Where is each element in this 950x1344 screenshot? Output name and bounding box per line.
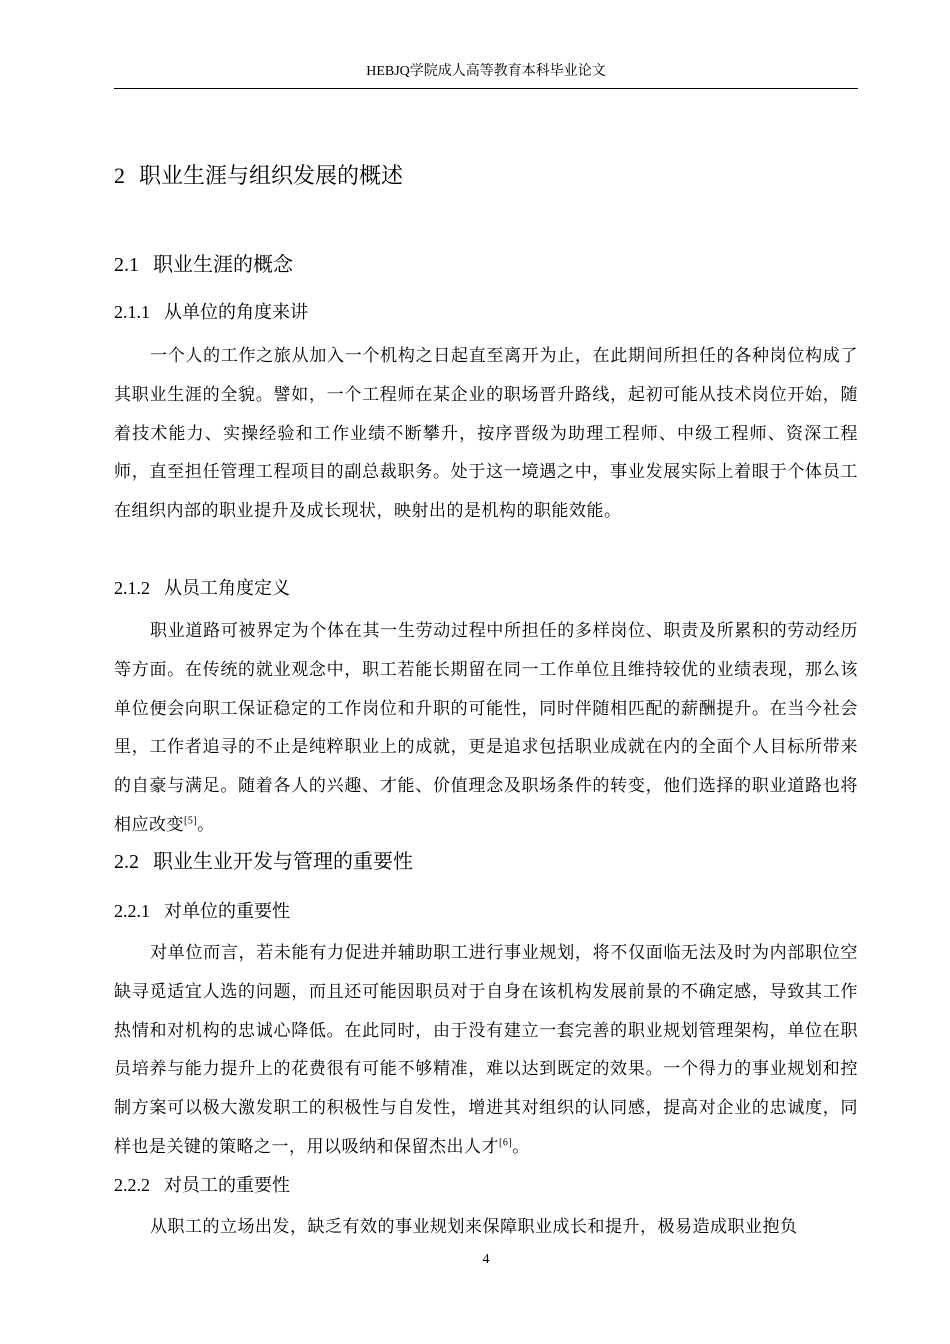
paragraph-2-1-1: 一个人的工作之旅从加入一个机构之日起直至离开为止，在此期间所担任的各种岗位构成了其职业生涯的全貌。譬如，一个工程师在某企业的职场晋升路线，起初可能从技术岗位开始，随着技术能力、实操经验和工作业绩不断攀升，按序晋级为助理工程师、中级工程师、资深工程师，直至担任管理工程项目的副总裁职务。处于这一境遇之中，事业发展实际上着眼于个体员工在组织内部的职业提升及成长现状，映射出的是机构的职能效能。 [114, 346, 858, 522]
header-rule [114, 88, 858, 89]
section-title: 职业生业开发与管理的重要性 [153, 849, 413, 873]
subsection-title: 从单位的角度来讲 [164, 302, 308, 323]
paragraph-2-2-1 [114, 934, 858, 1167]
subsection-2-2-1-heading [114, 897, 290, 926]
subsection-number: 2.1.1 [114, 302, 150, 322]
section-title: 职业生涯的概念 [153, 252, 293, 276]
subsection-2-1-1-heading [114, 298, 308, 327]
paragraph-2-1-2 [114, 612, 858, 845]
subsection-title: 从员工角度定义 [164, 578, 290, 599]
running-header: HEBJQ学院成人高等教育本科毕业论文 [366, 64, 606, 79]
subsection-title: 对员工的重要性 [164, 1175, 290, 1196]
subsection-number: 2.2.1 [114, 901, 150, 921]
subsection-2-1-2-heading [114, 574, 290, 603]
section-number: 2.2 [114, 851, 139, 873]
citation-6: [6] [499, 1137, 513, 1149]
paragraph-end: 。 [512, 1136, 530, 1157]
citation-5: [5] [184, 815, 198, 827]
chapter-heading [114, 160, 403, 193]
subsection-2-2-2-heading [114, 1171, 290, 1200]
page-number: 4 [482, 1252, 490, 1267]
paragraph-2-2-2: 从职工的立场出发，缺乏有效的事业规划来保障职业成长和提升，极易造成职业抱负 [150, 1217, 798, 1237]
paragraph-end: 。 [197, 814, 215, 835]
section-2-2-heading [114, 846, 413, 877]
chapter-number: 2 [114, 163, 125, 188]
section-number: 2.1 [114, 254, 139, 276]
subsection-number: 2.1.2 [114, 578, 150, 598]
paragraph-text: 对单位而言，若未能有力促进并辅助职工进行事业规划，将不仅面临无法及时为内部职位空缺寻觅适宜人选的问题，而且还可能因职员对于自身在该机构发展前景的不确定感，导致其工作热情和对机构的忠诚心降低。在此同时，由于没有建立一套完善的职业规划管理架构，单位在职员培养与能力提升上的花费很有可能不够精准，难以达到既定的效果。一个得力的事业规划和控制方案可以极大激发职工的积极性与自发性，增进其对组织的认同感，提高对企业的忠诚度，同样也是关键的策略之一，用以吸纳和保留杰出人才 [114, 943, 858, 1157]
subsection-number: 2.2.2 [114, 1175, 150, 1195]
section-2-1-heading [114, 249, 293, 280]
chapter-title: 职业生涯与组织发展的概述 [139, 164, 404, 189]
paragraph-text: 职业道路可被界定为个体在其一生劳动过程中所担任的多样岗位、职责及所累积的劳动经历等方面。在传统的就业观念中，职工若能长期留在同一工作单位且维持较优的业绩表现，那么该单位便会向职工保证稳定的工作岗位和升职的可能性，同时伴随相匹配的薪酬提升。在当今社会里，工作者追寻的不止是纯粹职业上的成就，更是追求包括职业成就在内的全面个人目标所带来的自豪与满足。随着各人的兴趣、才能、价值理念及职场条件的转变，他们选择的职业道路也将相应改变 [114, 621, 858, 835]
subsection-title: 对单位的重要性 [164, 901, 290, 922]
